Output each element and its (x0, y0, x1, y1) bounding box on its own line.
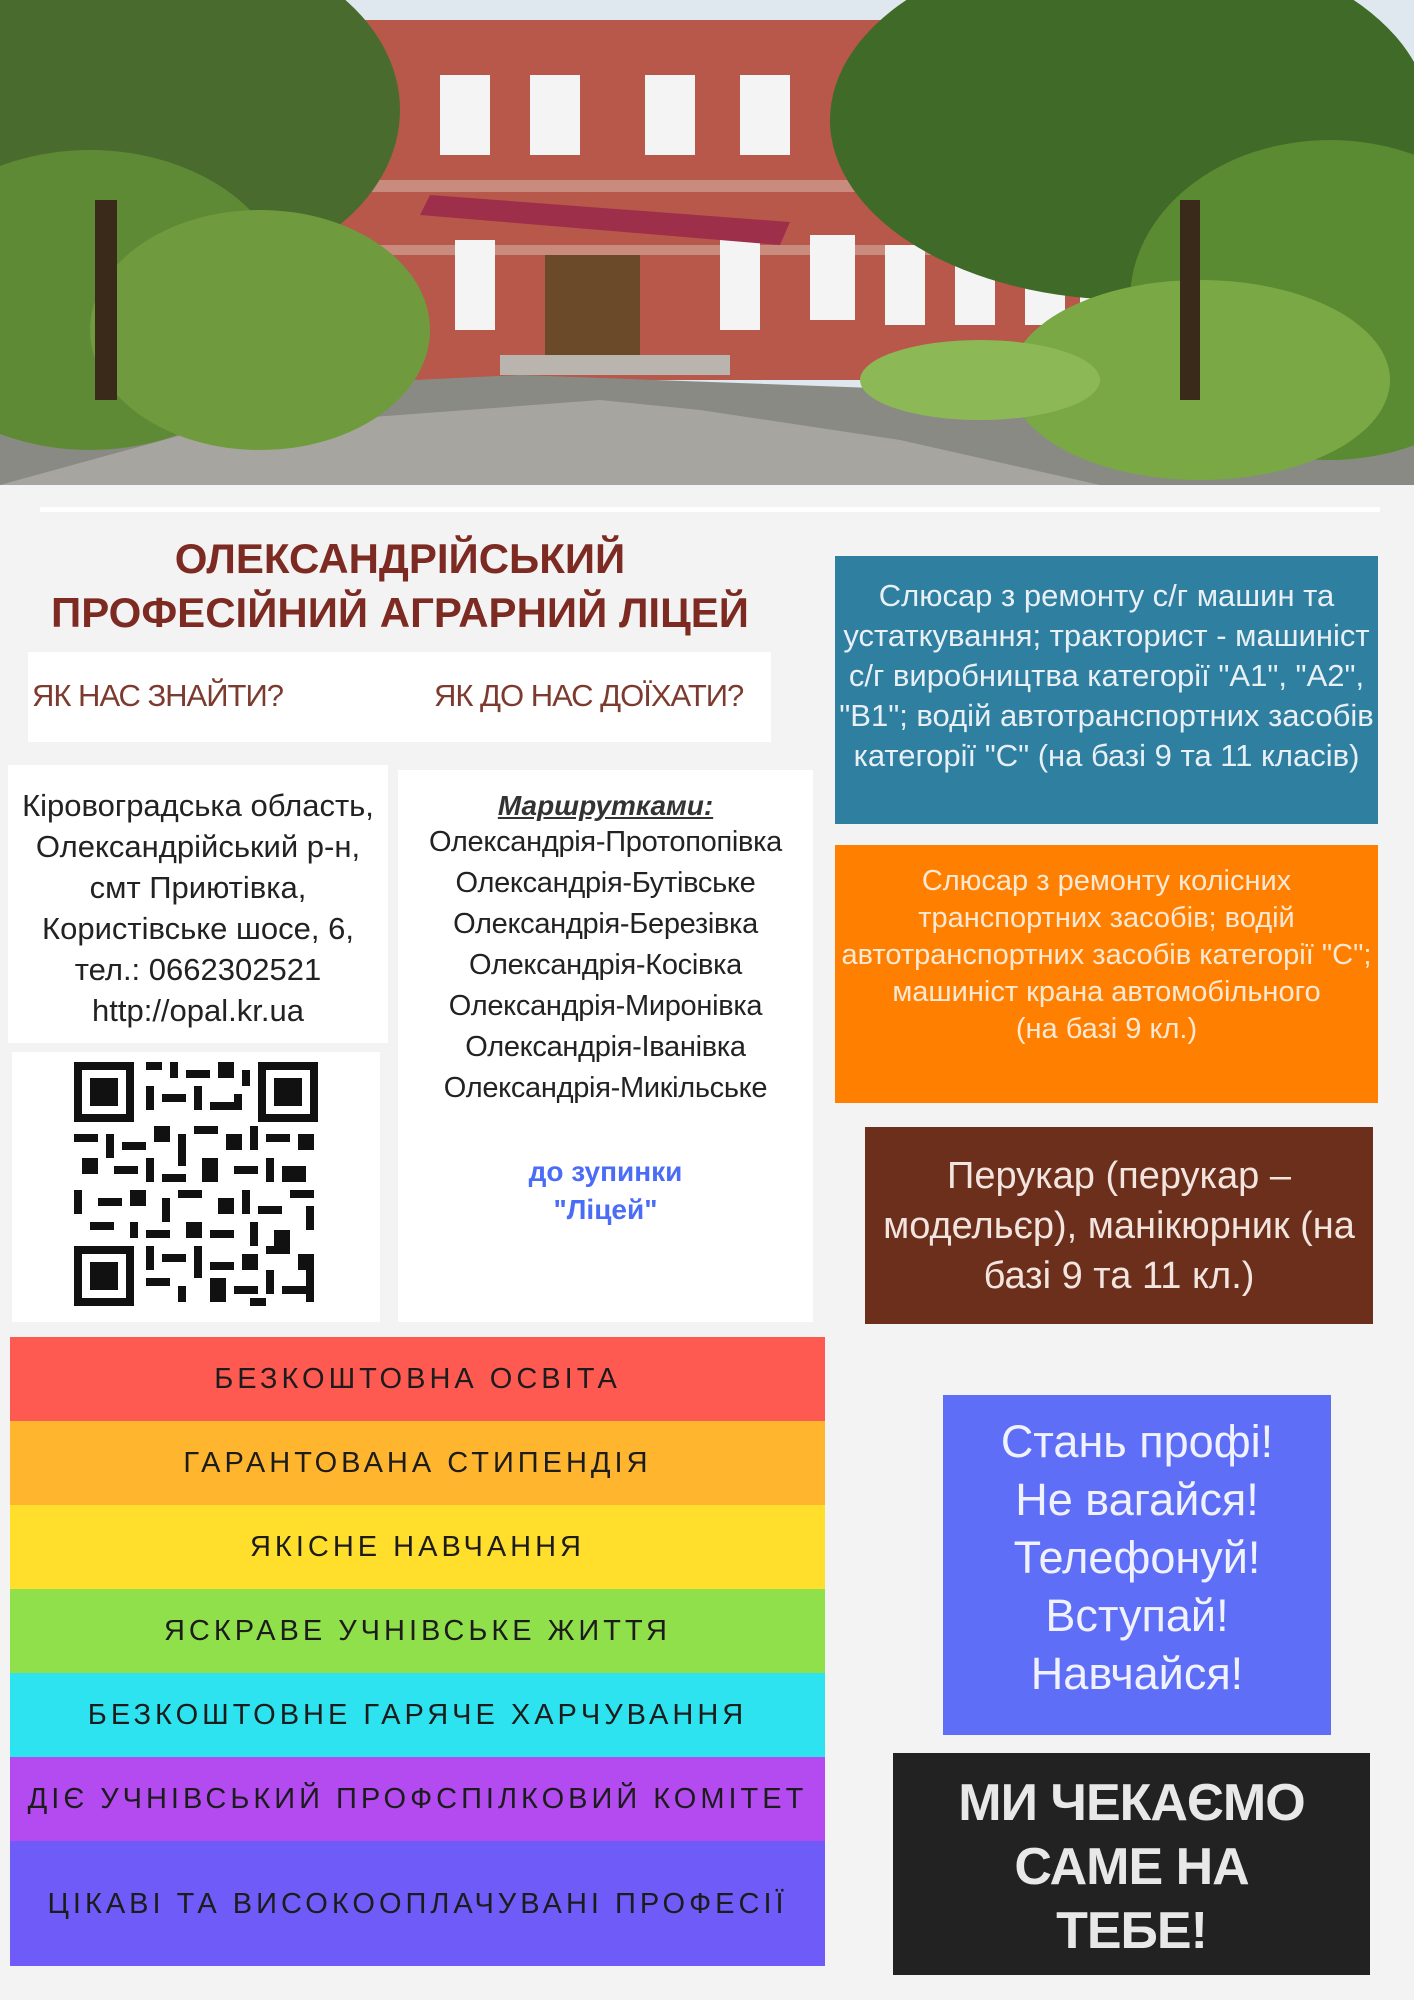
phone-number: тел.: 0662302521 (74, 952, 322, 987)
slogan-line: Телефонуй! (1013, 1532, 1261, 1583)
waiting-for-you-card (893, 1753, 1370, 1975)
routes-header: Маршрутками: (497, 790, 714, 821)
slogan-line: Стань профі! (1000, 1416, 1274, 1467)
how-to-reach-heading: ЯК ДО НАС ДОЇХАТИ? (434, 678, 744, 713)
address-line: смт Приютівка, (89, 870, 307, 905)
card2-main-text: Слюсар з ремонту колісних транспортних засобів; водій автотранспортних засобів категорії "С"; машиніст крана автомобільного (841, 865, 1372, 1008)
route-item: Олександрія-Іванівка (465, 1031, 746, 1063)
benefit-item: ЦІКАВІ ТА ВИСОКООПЛАЧУВАНІ ПРОФЕСІЇ (10, 1841, 825, 1966)
benefit-item: ГАРАНТОВАНА СТИПЕНДІЯ (10, 1421, 825, 1505)
address-line: Олександрійський р-н, (35, 829, 361, 864)
bus-stop-line-2: "Ліцей" (553, 1194, 658, 1225)
benefit-item: БЕЗКОШТОВНА ОСВІТА (10, 1337, 825, 1421)
benefit-item: ДІЄ УЧНІВСЬКИЙ ПРОФСПІЛКОВИЙ КОМІТЕТ (10, 1757, 825, 1841)
profession-card-hairdresser: Перукар (перукар – модельєр), манікюрник (на базі 9 та 11 кл.) (865, 1127, 1373, 1324)
qr-code-graphic (12, 1052, 380, 1322)
slogan-line: Навчайся! (1030, 1648, 1244, 1699)
route-item: Олександрія-Березівка (453, 908, 758, 940)
benefit-item: ЯСКРАВЕ УЧНІВСЬКЕ ЖИТТЯ (10, 1589, 825, 1673)
address-line: Користівське шосе, 6, (42, 911, 354, 946)
divider-line (40, 507, 1380, 512)
building-illustration (0, 0, 1414, 485)
address-line: Кіровоградська область, (22, 788, 374, 823)
benefit-item: БЕЗКОШТОВНЕ ГАРЯЧЕ ХАРЧУВАННЯ (10, 1673, 825, 1757)
slogan-line: Вступай! (1045, 1590, 1229, 1641)
benefit-item: ЯКІСНЕ НАВЧАННЯ (10, 1505, 825, 1589)
route-item: Олександрія-Миронівка (448, 990, 763, 1022)
title-line-1: ОЛЕКСАНДРІЙСЬКИЙ (174, 535, 626, 582)
title-line-2: ПРОФЕСІЙНИЙ АГРАРНИЙ ЛІЦЕЙ (51, 589, 749, 636)
questions-bar (28, 652, 771, 742)
route-item: Олександрія-Бутівське (455, 867, 756, 899)
page-title (0, 532, 800, 640)
bus-stop-line-1: до зупинки (528, 1156, 683, 1187)
benefits-list (10, 1337, 825, 1966)
slogan-line: Не вагайся! (1015, 1474, 1259, 1525)
website-link[interactable]: http://opal.kr.ua (92, 993, 304, 1028)
address-block (8, 765, 388, 1043)
waiting-line: ТЕБЕ! (1056, 1902, 1207, 1960)
waiting-line: МИ ЧЕКАЄМО (958, 1774, 1305, 1832)
waiting-line: САМЕ НА (1014, 1838, 1249, 1896)
profession-card-mechanic: Слюсар з ремонту с/г машин та устаткування; тракторист - машиніст с/г виробництва категорії "А1", "А2", "В1"; водій автотранспортних засобів категорії "С" (на базі 9 та 11 класів) (835, 556, 1378, 824)
route-item: Олександрія-Микільське (443, 1072, 768, 1104)
card2-sub-text: (на базі 9 кл.) (1015, 1013, 1198, 1045)
routes-block (398, 770, 813, 1322)
building-photo (0, 0, 1414, 485)
profession-card-vehicle-repair (835, 845, 1378, 1103)
qr-code[interactable] (12, 1052, 380, 1322)
slogan-card (943, 1395, 1331, 1735)
bus-stop-label (398, 1153, 813, 1229)
how-to-find-heading: ЯК НАС ЗНАЙТИ? (32, 678, 283, 713)
route-item: Олександрія-Косівка (469, 949, 742, 981)
route-item: Олександрія-Протопопівка (429, 826, 782, 858)
